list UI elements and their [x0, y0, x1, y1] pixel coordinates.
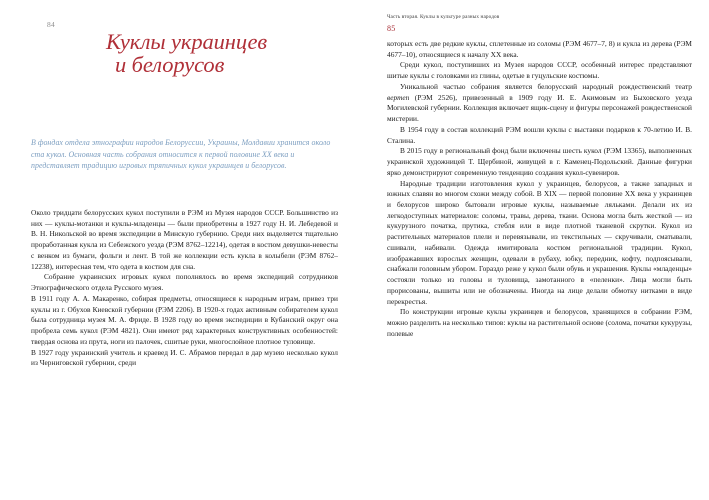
- body-paragraph: В 1911 году А. А. Макаренко, собирая предметы, относящиеся к народным играм, привез три куклы из г. Обухов Киевской губернии (РЭМ 2206). В 1920-х годах активным собирателем кукол была сотрудница музея М. А. Фриде. В 1928 году во время экспедиции в Кубанский округ она пробрела семь кукол (РЭМ 4821). Они имеют ряд характерных конструктивных особенностей: твердая основа из прута, ноги из палочек, сшитые руки, многослойное плотное туловище.: [31, 293, 338, 346]
- chapter-title: [106, 30, 341, 77]
- chapter-lead-paragraph: В фондах отдела этнографии народов Белоруссии, Украины, Молдавии хранится около ста кукол. Основная часть собрания относится к первой половине XX века и представляет традицию игровых тряпичных кукол украинцев и белорусов.: [31, 138, 331, 170]
- folio-right: 85: [387, 24, 396, 33]
- chapter-title-line-1: Куклы украинцев: [106, 29, 268, 54]
- left-page-body: [31, 208, 338, 369]
- body-paragraph-vertep: [387, 82, 692, 125]
- body-paragraph: Среди кукол, поступивших из Музея народов СССР, особенный интерес представляют шитые куклы с головками из глины, одетые в гуцульские костюмы.: [387, 60, 692, 81]
- vertep-term: вертеп: [387, 92, 410, 102]
- body-paragraph: Около тридцати белорусских кукол поступили в РЭМ из Музея народов СССР. Большинство из них — куклы-мотанки и куклы-младенцы — были приобретены в 1927 году Н. И. Лебедевой и В. Н. Никольской во время экспедиции в Минскую губернию. Среди них выделяется тщательно проработанная кукла из Себежского уезда (РЭМ 8762–12214), одетая в костюм девушки-невесты с венком из бумаги, фольги и лент. В той же коллекции есть кукла в колыбели (РЭМ 8762–12238), интересная тем, что одета в костюм для сна.: [31, 208, 338, 271]
- body-paragraph: Народные традиции изготовления кукол у украинцев, белорусов, а также западных и южных славян во многом схожи между собой. В XIX — первой половине XX века у украинцев и белорусов широко бытовали игровые куклы, называемые ляльками. Делали их из легкодоступных материалов: соломы, травы, дерева, ткани. Основа могла быть жесткой — из кукурузного початка, прутика, стебля или в виде плотной тканевой скрутки. Кукол из растительных материалов плели и перевязывали, из текстильных — скручивали, сматывали, сшивали, набивали. Одежда имитировала костюм региональной традиции. Кукол, изображавших взрослых женщин, одевали в рубаху, юбку, передник, кофту, подпоясывали, снабжали головным убором. Гораздо реже у кукол были обувь и украшения. Куклы «младенцы» состояли только из головы и туловища, замотанного в «пеленки». Лица могли быть прорисованы, вышиты или не обозначены. Иногда на лице делали обмотку нитками в виде перекрестья.: [387, 178, 692, 306]
- chapter-title-line-2: и белорусов: [115, 52, 225, 78]
- right-page-body: [387, 39, 692, 340]
- body-paragraph: В 1954 году в состав коллекций РЭМ вошли куклы с выставки подарков к 70-летию И. В. Сталина.: [387, 124, 692, 145]
- left-page: [0, 0, 354, 500]
- body-paragraph: которых есть две редкие куклы, сплетенные из соломы (РЭМ 4677–7, 8) и кукла из дерева (РЭМ 4677–10), относящиеся к началу XX века.: [387, 39, 692, 59]
- body-paragraph: В 1927 году украинский учитель и краевед И. С. Абрамов передал в дар музею несколько кукол из Черниговской губернии, среди: [31, 347, 338, 368]
- running-head: Часть вторая. Куклы в культуре разных народов: [387, 14, 500, 20]
- body-paragraph: В 2015 году в региональный фонд были включены шесть кукол (РЭМ 13365), выполненных украинской художницей Т. Щербиной, живущей в г. Каменец-Подольский. Данные фигурки ярко демонстрируют современную тенденцию создания кукол-сувениров.: [387, 146, 692, 177]
- right-page: [354, 0, 709, 500]
- body-paragraph: Собрание украинских игровых кукол пополнялось во время экспедиций сотрудников Этнографического отдела Русского музея.: [31, 272, 338, 293]
- body-paragraph: По конструкции игровые куклы украинцев и белорусов, хранящихся в собрании РЭМ, можно разделить на несколько типов: куклы на растительной основе (солома, початки кукурузы, полевые: [387, 307, 692, 338]
- vertep-text-before: Уникальной частью собрания является белорусский народный рождественский театр: [400, 81, 692, 91]
- vertep-text-after: (РЭМ 2526), привезенный в 1909 году И. Е. Акимовым из Быховского уезда Могилевской губернии. Коллекция включает ящик-сцену и фигуры персонажей рождественской мистерии.: [387, 92, 692, 124]
- folio-left: 84: [47, 20, 55, 29]
